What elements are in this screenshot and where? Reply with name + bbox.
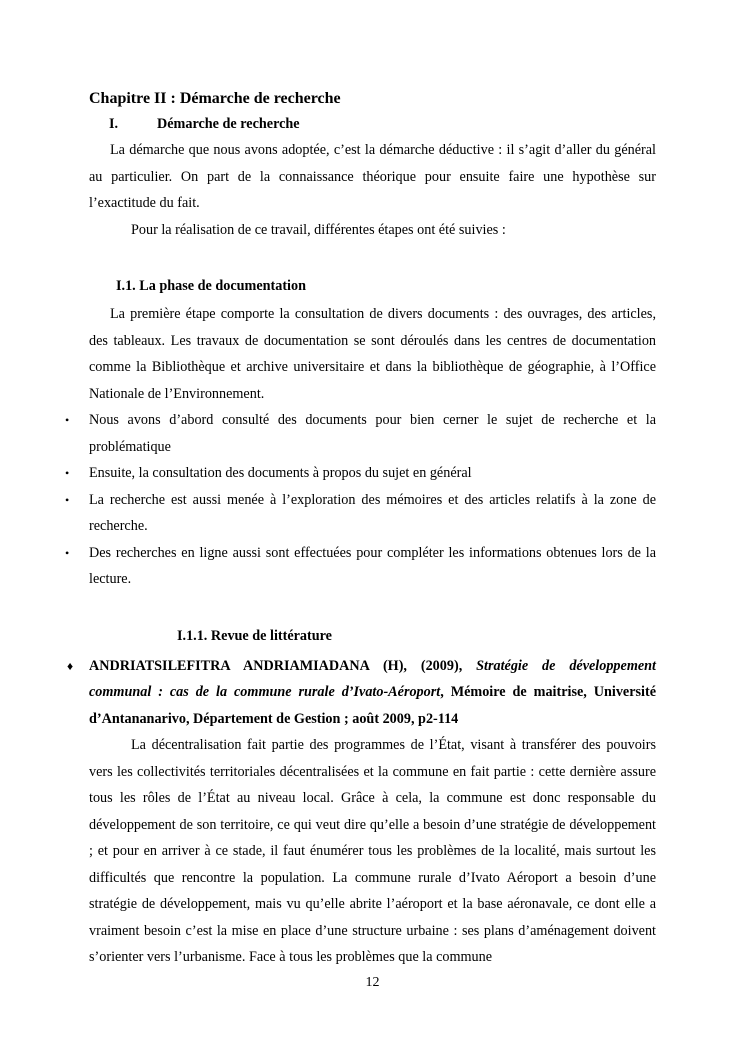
review-paragraph: La décentralisation fait partie des programmes de l’État, visant à transférer des pouvoirs vers les collectivités territoriales décentralisées et la commune en fait partie : cette dernière assure tous les rôles de l’État au niveau local. Grâce à cela, la commune est donc responsable du développement de son territoire, ce qui veut dire qu’elle a besoin d’une stratégie de développement ; et pour en arriver à ce stade, il faut énumérer tous les problèmes de la localité, mais surtout les difficultés que rencontre la population. La commune rurale d’Ivato Aéroport a besoin d’une stratégie de développement, mais vu qu’elle abrite l’aéroport et la base aéronavale, ce dont elle a vraiment besoin c’est la mise en place d’une structure urbaine : ses plans d’aménagement doivent s’orienter vers l’urbanisme. Face à tous les problèmes que la commune bbox=[89, 737, 656, 965]
subsubsection-title: I.1.1. Revue de littérature bbox=[177, 627, 332, 644]
page-content bbox=[65, 88, 657, 971]
bullet-icon: • bbox=[65, 492, 70, 507]
bullet-list bbox=[65, 407, 656, 593]
page-number: 12 bbox=[365, 975, 380, 990]
list-item-text: Ensuite, la consultation des documents à propos du sujet en général bbox=[89, 465, 472, 481]
list-item-text: Des recherches en ligne aussi sont effectuées pour compléter les informations obtenues lors de la lecture. bbox=[89, 544, 656, 587]
bibliography-reference bbox=[67, 653, 657, 733]
intro-paragraph: La démarche que nous avons adoptée, c’est la démarche déductive : il s’agit d’aller du général au particulier. On part de la connaissance théorique pour ensuite faire une hypothèse sur l’exactitude du fait. bbox=[89, 142, 656, 211]
list-item bbox=[65, 407, 656, 460]
reference-title: Stratégie de développement communal : cas de la commune rurale d’Ivato-Aéroport bbox=[89, 657, 656, 700]
section-heading bbox=[89, 115, 656, 133]
list-item bbox=[65, 460, 656, 487]
list-item-text: Nous avons d’abord consulté des documents pour bien cerner le sujet de recherche et la problématique bbox=[89, 412, 656, 455]
section-number: I. bbox=[109, 116, 119, 132]
section-title: Démarche de recherche bbox=[157, 116, 300, 132]
steps-sentence: Pour la réalisation de ce travail, différentes étapes ont été suivies : bbox=[131, 221, 506, 238]
list-item bbox=[65, 540, 656, 593]
chapter-title: Chapitre II : Démarche de recherche bbox=[89, 90, 341, 107]
list-item bbox=[65, 487, 656, 540]
subsection-title: I.1. La phase de documentation bbox=[116, 278, 306, 294]
bullet-icon: • bbox=[65, 545, 70, 560]
reference-authors: ANDRIATSILEFITRA ANDRIAMIADANA (H), (2009), bbox=[89, 657, 463, 674]
documentation-paragraph: La première étape comporte la consultation de divers documents : des ouvrages, des articles, des tableaux. Les travaux de documentation se sont déroulés dans les centres de documentation comme la Bibliothèque et archive universitaire et dans la bibliothèque de géographie, à l’Office Nationale de l’Environnement. bbox=[89, 306, 656, 402]
bullet-icon: • bbox=[65, 413, 70, 427]
reference-details: , Mémoire de maitrise, Université d’Antananarivo, Département de Gestion ; août 2009, p2-114 bbox=[89, 684, 657, 727]
diamond-bullet-icon: ♦ bbox=[67, 658, 74, 673]
bullet-icon: • bbox=[65, 466, 70, 480]
list-item-text: La recherche est aussi menée à l’exploration des mémoires et des articles relatifs à la zone de recherche. bbox=[89, 491, 656, 534]
